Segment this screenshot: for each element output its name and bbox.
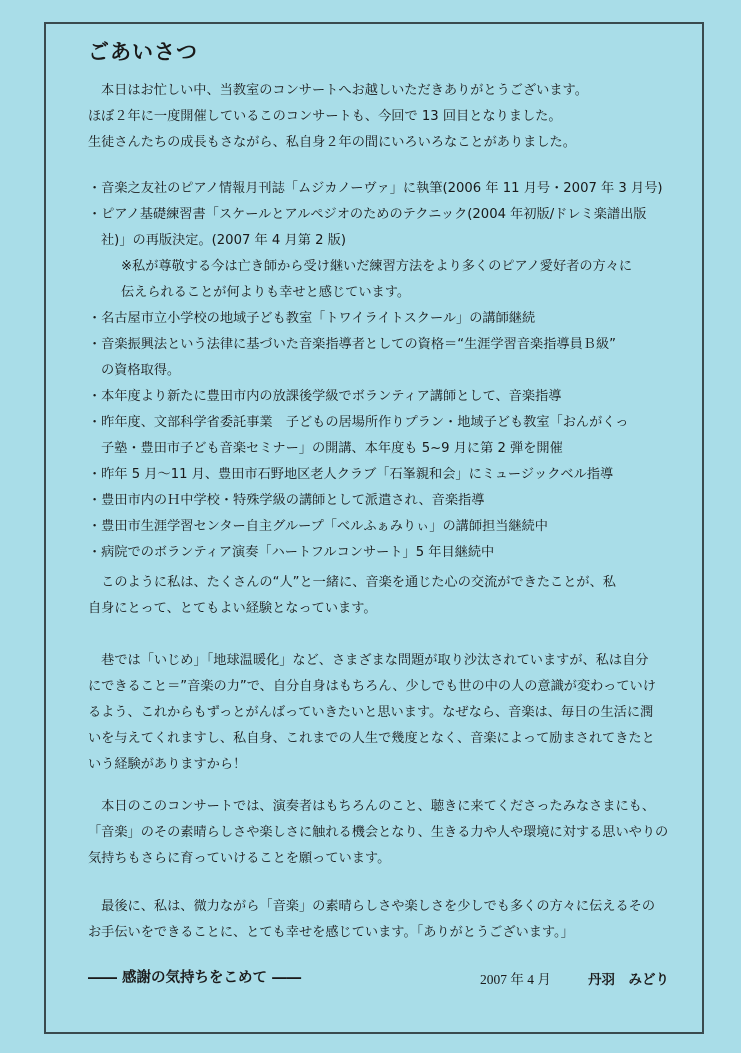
paragraph-line: るよう、これからもずっとがんばっていきたいと思います。なぜなら、音楽は、毎日の生活に潤 — [88, 705, 654, 720]
intro-line: 生徒さんたちの成長もさながら、私自身２年の間にいろいろなことがありました。 — [88, 135, 576, 150]
list-item: ・ピアノ基礎練習書「スケールとアルペジオのためのテクニック(2004 年初版/ドレミ楽譜出版 — [88, 207, 647, 222]
paragraph-line: 「音楽」のその素晴らしさや楽しさに触れる機会となり、生きる力や人や環境に対する思いやりの — [88, 825, 669, 840]
paragraph-experience — [88, 570, 668, 622]
paragraph-line: にできること＝”音楽の力”で、自分自身はもちろん、少しでも世の中の人の意識が変わっていけ — [88, 679, 656, 694]
intro-paragraph — [88, 78, 668, 156]
paragraph-line: 巷では「いじめ」「地球温暖化」など、さまざまな問題が取り沙汰されていますが、私は自分 — [88, 653, 649, 668]
list-item: ・音楽振興法という法律に基づいた音楽指導者としての資格＝“生涯学習音楽指導員Ｂ級” — [88, 337, 616, 352]
author-name: 丹羽 みどり — [588, 972, 669, 988]
paragraph-line: いう経験がありますから！ — [88, 757, 247, 772]
list-item: ・昨年度、文部科学省委託事業 子どもの居場所作りプラン・地域子ども教室「おんがくっ — [88, 415, 629, 430]
activity-list — [88, 176, 668, 566]
list-item: ・豊田市生涯学習センター自主グループ「べルふぁみりぃ」の講師担当継続中 — [88, 519, 548, 534]
paragraph-closing — [88, 894, 668, 946]
list-item: ・昨年 5 月～11 月、豊田市石野地区老人クラブ「石峯親和会」にミュージックベル指導 — [88, 467, 614, 482]
list-item: ・豊田市内のＨ中学校・特殊学級の講師として派遣され、音楽指導 — [88, 493, 485, 508]
list-item-continuation: 社)」の再版決定。(2007 年 4 月第 2 版) — [101, 233, 346, 248]
paragraph-music-power — [88, 648, 668, 778]
date-text: 2007 年 4 月 — [480, 972, 551, 987]
closing-phrase: ―― 感謝の気持ちをこめて ―― — [88, 970, 302, 986]
intro-line: 本日はお忙しい中、当教室のコンサートへお越しいただきありがとうございます。 — [101, 83, 588, 98]
paragraph-line: 自身にとって、とてもよい経験となっています。 — [88, 601, 377, 616]
paragraph-line: 本日のこのコンサートでは、演奏者はもちろんのこと、聴きに来てくださったみなさまにも、 — [88, 799, 656, 814]
list-item: ・病院でのボランティア演奏「ハートフルコンサート」5 年目継続中 — [88, 545, 495, 560]
list-item: ・名古屋市立小学校の地域子ども教室「トワイライトスクール」の講師継続 — [88, 311, 536, 326]
list-item-continuation: の資格取得。 — [101, 363, 181, 378]
paragraph-line: お手伝いをできることに、とても幸せを感じています。「ありがとうございます。」 — [88, 925, 574, 940]
paragraph-concert — [88, 794, 668, 872]
paragraph-line: 気持ちもさらに育っていけることを願っています。 — [88, 851, 391, 866]
paragraph-line: いを与えてくれますし、私自身、これまでの人生で幾度となく、音楽によって励まされてきたと — [88, 731, 655, 746]
paragraph-line: 最後に、私は、微力ながら「音楽」の素晴らしさや楽しさを少しでも多くの方々に伝えるその — [88, 899, 656, 914]
page-title: ごあいさつ — [88, 40, 198, 64]
list-item: ・音楽之友社のピアノ情報月刊誌「ムジカノーヴァ」に執筆(2006 年 11 月号・2007 年 3 月号) — [88, 181, 663, 196]
intro-line: ほぼ２年に一度開催しているこのコンサートも、今回で 13 回目となりました。 — [88, 109, 562, 124]
list-item-continuation: 子塾・豊田市子ども音楽セミナー」の開講、本年度も 5~9 月に第 2 弾を開催 — [101, 441, 563, 456]
list-item-note: 伝えられることが何よりも幸せと感じています。 — [121, 285, 411, 300]
signature-block — [80, 966, 681, 990]
paragraph-line: このように私は、たくさんの“人”と一緒に、音楽を通じた心の交流ができたことが、私 — [88, 575, 616, 590]
list-item-note: ※私が尊敬する今は亡き師から受け継いだ練習方法をより多くのピアノ愛好者の方々に — [121, 259, 633, 274]
list-item: ・本年度より新たに豊田市内の放課後学級でボランティア講師として、音楽指導 — [88, 389, 562, 404]
